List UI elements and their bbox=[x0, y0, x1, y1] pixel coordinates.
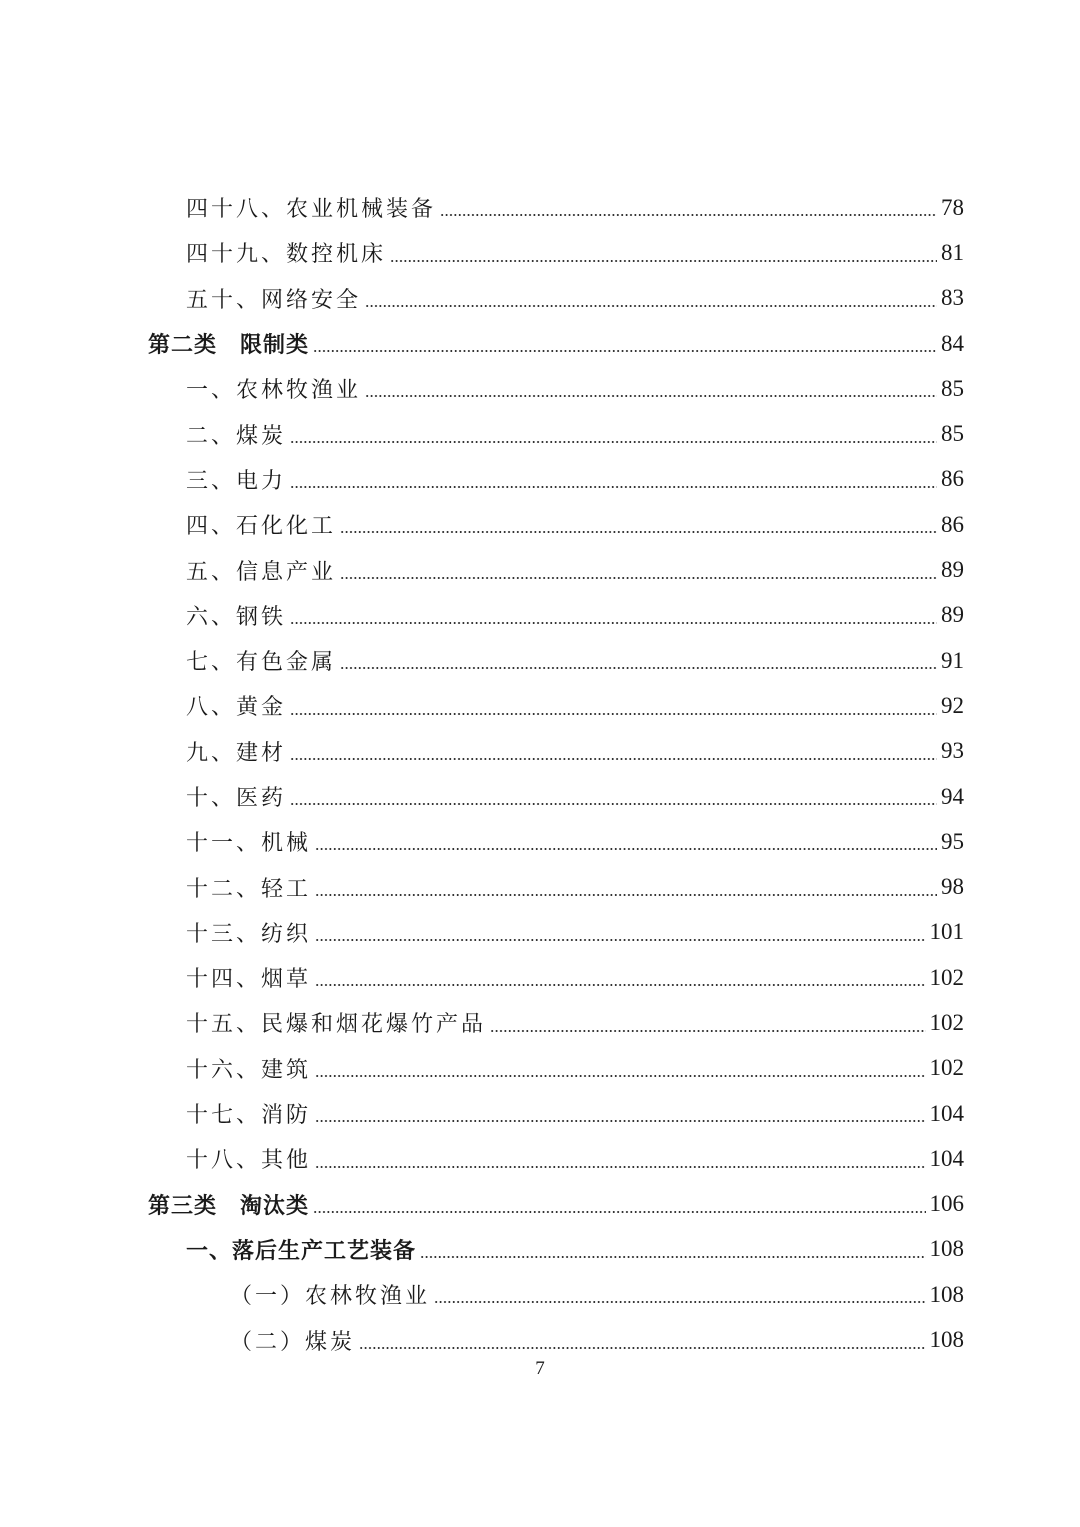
toc-dot-leader bbox=[340, 667, 937, 669]
toc-dot-leader bbox=[434, 1301, 925, 1303]
toc-entry[interactable] bbox=[0, 910, 1080, 955]
toc-entry-title: 五十、网络安全 bbox=[186, 287, 362, 313]
toc-entry-page: 104 bbox=[929, 1100, 964, 1126]
toc-entry-title: 十、医药 bbox=[186, 786, 287, 811]
toc-entry-title: 六、钢铁 bbox=[186, 604, 287, 630]
toc-entry[interactable] bbox=[0, 1182, 1080, 1227]
toc-entry-title: 第二类 限制类 bbox=[148, 333, 310, 359]
toc-entry[interactable] bbox=[0, 1091, 1080, 1136]
toc-dot-leader bbox=[290, 441, 937, 443]
toc-entry-title: 第三类 淘汰类 bbox=[148, 1193, 310, 1219]
toc-entry-page: 86 bbox=[941, 511, 964, 537]
toc-dot-leader bbox=[315, 1120, 925, 1122]
toc-entry-title: 一、农林牧渔业 bbox=[186, 378, 362, 404]
toc-dot-leader bbox=[359, 1347, 925, 1349]
toc-entry-title: 十一、机械 bbox=[186, 831, 312, 857]
toc-entry-title: 四十八、农业机械装备 bbox=[186, 197, 437, 223]
toc-entry-page: 102 bbox=[929, 1055, 964, 1081]
toc-entry-page: 86 bbox=[941, 466, 964, 492]
toc-entry-page: 92 bbox=[941, 692, 964, 718]
toc-entry[interactable] bbox=[0, 1000, 1080, 1045]
toc-entry-title: 十六、建筑 bbox=[186, 1057, 312, 1083]
toc-dot-leader bbox=[315, 848, 937, 850]
toc-entry-page: 78 bbox=[941, 194, 964, 220]
toc-entry[interactable] bbox=[0, 502, 1080, 547]
toc-entry-title: 一、落后生产工艺装备 bbox=[186, 1238, 417, 1264]
toc-entry[interactable] bbox=[0, 276, 1080, 321]
toc-entry-title: 四、石化化工 bbox=[186, 514, 337, 540]
toc-entry-title: （一）农林牧渔业 bbox=[230, 1284, 431, 1310]
toc-entry-page: 98 bbox=[941, 874, 964, 900]
toc-entry[interactable] bbox=[0, 230, 1080, 275]
toc-entry-title: 十七、消防 bbox=[186, 1103, 312, 1129]
toc-entry-title: 二、煤炭 bbox=[186, 423, 287, 449]
toc-entry-title: 十四、烟草 bbox=[186, 967, 312, 993]
toc-dot-leader bbox=[340, 531, 937, 533]
toc-dot-leader bbox=[315, 894, 937, 896]
toc-dot-leader bbox=[490, 1030, 925, 1032]
toc-dot-leader bbox=[290, 803, 937, 805]
toc-dot-leader bbox=[315, 1075, 925, 1077]
toc-entry-page: 91 bbox=[941, 647, 964, 673]
toc-entry-page: 108 bbox=[929, 1281, 964, 1307]
toc-dot-leader bbox=[315, 939, 925, 941]
table-of-contents bbox=[0, 185, 1080, 1363]
toc-entry-page: 106 bbox=[929, 1191, 964, 1217]
toc-entry[interactable] bbox=[0, 819, 1080, 864]
toc-entry-page: 104 bbox=[929, 1145, 964, 1171]
toc-dot-leader bbox=[313, 1211, 925, 1213]
toc-entry-title: 九、建材 bbox=[186, 740, 287, 766]
toc-entry-page: 108 bbox=[929, 1236, 964, 1262]
toc-entry[interactable] bbox=[0, 638, 1080, 683]
toc-entry[interactable] bbox=[0, 1317, 1080, 1362]
toc-entry-page: 83 bbox=[941, 285, 964, 311]
toc-entry[interactable] bbox=[0, 457, 1080, 502]
toc-dot-leader bbox=[290, 622, 937, 624]
toc-dot-leader bbox=[315, 1166, 925, 1168]
toc-entry-page: 84 bbox=[941, 330, 964, 356]
toc-entry-title: 四十九、数控机床 bbox=[186, 242, 387, 268]
toc-entry[interactable] bbox=[0, 185, 1080, 230]
toc-entry[interactable] bbox=[0, 774, 1080, 819]
page-number: 7 bbox=[535, 1358, 545, 1379]
toc-entry[interactable] bbox=[0, 683, 1080, 728]
toc-entry-title: 三、电力 bbox=[186, 468, 287, 494]
toc-entry[interactable] bbox=[0, 1272, 1080, 1317]
toc-entry-page: 89 bbox=[941, 602, 964, 628]
toc-entry[interactable] bbox=[0, 864, 1080, 909]
toc-entry[interactable] bbox=[0, 547, 1080, 592]
toc-dot-leader bbox=[420, 1256, 925, 1258]
toc-entry-page: 101 bbox=[929, 919, 964, 945]
toc-entry[interactable] bbox=[0, 366, 1080, 411]
toc-dot-leader bbox=[365, 305, 937, 307]
toc-entry-page: 81 bbox=[941, 239, 964, 265]
toc-dot-leader bbox=[340, 577, 937, 579]
toc-entry[interactable] bbox=[0, 1136, 1080, 1181]
toc-entry-page: 89 bbox=[941, 557, 964, 583]
toc-entry-title: 十二、轻工 bbox=[186, 876, 312, 902]
toc-entry-title: 十五、民爆和烟花爆竹产品 bbox=[186, 1012, 487, 1038]
toc-entry-page: 93 bbox=[941, 738, 964, 764]
toc-dot-leader bbox=[290, 713, 937, 715]
toc-dot-leader bbox=[315, 984, 925, 986]
toc-dot-leader bbox=[290, 758, 937, 760]
toc-entry[interactable] bbox=[0, 729, 1080, 774]
toc-entry[interactable] bbox=[0, 593, 1080, 638]
toc-entry-page: 85 bbox=[941, 375, 964, 401]
toc-entry-title: 七、有色金属 bbox=[186, 650, 337, 676]
toc-entry-page: 108 bbox=[929, 1327, 964, 1353]
toc-entry-title: 五、信息产业 bbox=[186, 559, 337, 585]
toc-entry[interactable] bbox=[0, 411, 1080, 456]
toc-entry[interactable] bbox=[0, 955, 1080, 1000]
toc-dot-leader bbox=[440, 214, 937, 216]
toc-entry-title: 十八、其他 bbox=[186, 1148, 312, 1174]
toc-entry-page: 94 bbox=[941, 783, 964, 809]
toc-entry-page: 85 bbox=[941, 421, 964, 447]
toc-entry[interactable] bbox=[0, 321, 1080, 366]
toc-entry-page: 95 bbox=[941, 828, 964, 854]
toc-entry-title: 十三、纺织 bbox=[186, 921, 312, 947]
toc-dot-leader bbox=[313, 350, 937, 352]
toc-entry[interactable] bbox=[0, 1046, 1080, 1091]
toc-dot-leader bbox=[390, 260, 937, 262]
toc-dot-leader bbox=[290, 486, 937, 488]
toc-entry-title: 八、黄金 bbox=[186, 695, 287, 721]
toc-entry-page: 102 bbox=[929, 1009, 964, 1035]
toc-entry-page: 102 bbox=[929, 964, 964, 990]
toc-entry-title: （二）煤炭 bbox=[230, 1329, 356, 1355]
toc-entry[interactable] bbox=[0, 1227, 1080, 1272]
toc-dot-leader bbox=[365, 395, 937, 397]
